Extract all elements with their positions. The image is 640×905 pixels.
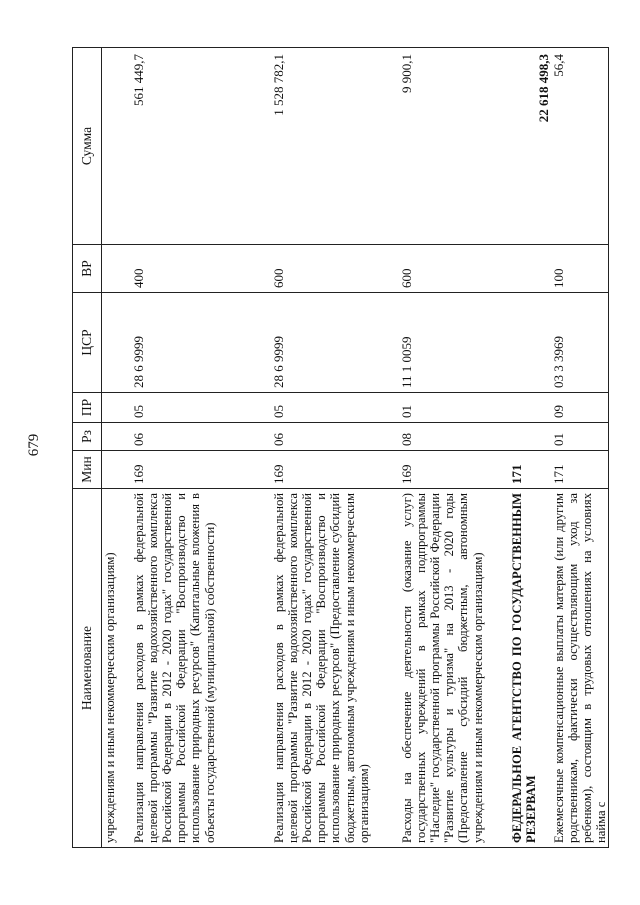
- row-name: Ежемесячные компенсационные выплаты матерям (или другим родственникам, фактически осуществляющим уход за ребенком), состоящим в трудовых отношениях на условиях найма с: [552, 489, 609, 848]
- row-min: 171: [552, 451, 609, 489]
- table-row: [102, 48, 132, 848]
- row-pr: [510, 393, 552, 423]
- row-min: 169: [132, 451, 272, 489]
- row-csr: [510, 293, 552, 393]
- row-csr: 28 6 9999: [272, 293, 400, 393]
- row-vr: 400: [132, 245, 272, 293]
- row-sum: [102, 48, 132, 245]
- header-rz: Рз: [73, 423, 102, 451]
- table-row: [272, 48, 400, 848]
- row-name: Реализация направления расходов в рамках федеральной целевой программы "Развитие водохозяйственного комплекса Российской Федерации в 2012 - 2020 годах" государственной программы Российской Федерации "Воспроизводство и использование природных ресурсов" (Предоставление субсидий бюджетным, автономным учреждениям и иным некоммерческим организациям): [272, 489, 400, 848]
- row-vr: [510, 245, 552, 293]
- row-vr: 100: [552, 245, 609, 293]
- table-row: [510, 48, 552, 848]
- row-rz: 08: [400, 423, 510, 451]
- row-pr: 05: [132, 393, 272, 423]
- row-rz: 06: [272, 423, 400, 451]
- header-name: Наименование: [73, 489, 102, 848]
- row-rz: [510, 423, 552, 451]
- row-rz: 01: [552, 423, 609, 451]
- header-csr: ЦСР: [73, 293, 102, 393]
- row-sum: 9 900,1: [400, 48, 510, 245]
- row-pr: 05: [272, 393, 400, 423]
- row-sum: 22 618 498,3: [510, 48, 552, 245]
- row-pr: 01: [400, 393, 510, 423]
- row-vr: 600: [272, 245, 400, 293]
- row-csr: 28 6 9999: [132, 293, 272, 393]
- row-vr: [102, 245, 132, 293]
- row-sum: 56,4: [552, 48, 609, 245]
- row-rz: [102, 423, 132, 451]
- table-row: [552, 48, 609, 848]
- row-vr: 600: [400, 245, 510, 293]
- page-number: 679: [26, 433, 42, 457]
- row-name: Расходы на обеспечение деятельности (оказание услуг) государственных учреждений в рамках подпрограммы "Наследие" государственной программы Российской Федерации "Развитие культуры и туризма" на 2013 - 2020 годы (Предоставление субсидий бюджетным, автономным учреждениям и иным некоммерческим организациям): [400, 489, 510, 848]
- row-sum: 1 528 782,1: [272, 48, 400, 245]
- row-name: ФЕДЕРАЛЬНОЕ АГЕНТСТВО ПО ГОСУДАРСТВЕННЫМ РЕЗЕРВАМ: [510, 489, 552, 848]
- header-min: Мин: [73, 451, 102, 489]
- row-name: учреждениям и иным некоммерческим организациям): [102, 489, 132, 848]
- table-row: [400, 48, 510, 848]
- row-min: 169: [400, 451, 510, 489]
- header-vr: ВР: [73, 245, 102, 293]
- row-csr: 11 1 0059: [400, 293, 510, 393]
- row-min: 169: [272, 451, 400, 489]
- budget-table: [72, 47, 609, 848]
- row-rz: 06: [132, 423, 272, 451]
- row-pr: [102, 393, 132, 423]
- budget-table-container: [72, 48, 609, 848]
- row-csr: [102, 293, 132, 393]
- row-min: [102, 451, 132, 489]
- row-name: Реализация направления расходов в рамках федеральной целевой программы "Развитие водохозяйственного комплекса Российской Федерации в 2012 - 2020 годах" государственной программы Российской Федерации "Воспроизводство и использование природных ресурсов" (Капитальные вложения в объекты государственной (муниципальной) собственности): [132, 489, 272, 848]
- row-csr: 03 3 3969: [552, 293, 609, 393]
- row-min: 171: [510, 451, 552, 489]
- header-pr: ПР: [73, 393, 102, 423]
- row-pr: 09: [552, 393, 609, 423]
- row-sum: 561 449,7: [132, 48, 272, 245]
- header-sum: Сумма: [73, 48, 102, 245]
- table-row: [132, 48, 272, 848]
- table-header-row: [73, 48, 102, 848]
